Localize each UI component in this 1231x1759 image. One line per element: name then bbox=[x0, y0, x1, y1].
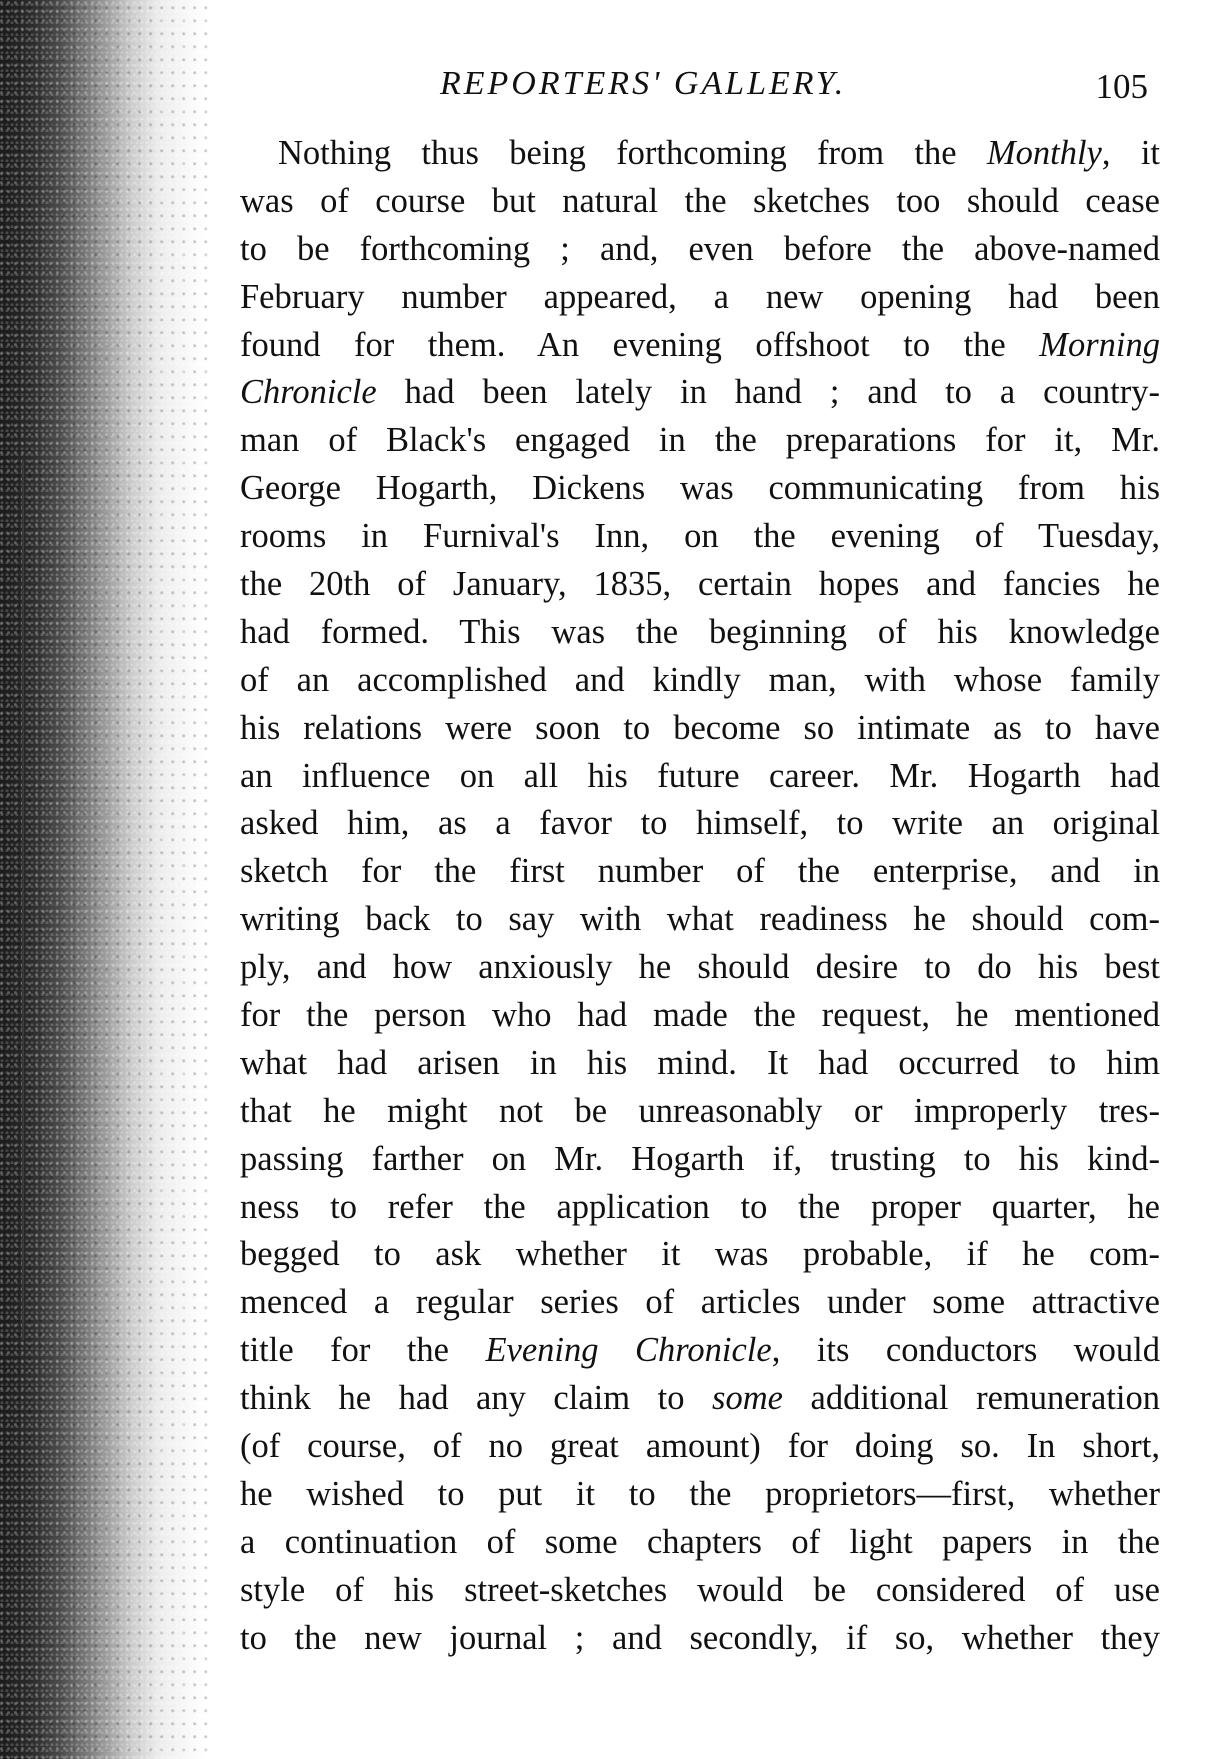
text-segment: Nothing thus being forthcoming from the bbox=[278, 134, 987, 172]
text-line bbox=[240, 944, 1160, 992]
text-segment: , it bbox=[1101, 134, 1160, 172]
text-line bbox=[240, 1327, 1160, 1375]
text-line bbox=[240, 896, 1160, 944]
text-line bbox=[240, 1136, 1160, 1184]
text-segment: title for the bbox=[240, 1331, 486, 1370]
text-line bbox=[240, 1184, 1160, 1232]
text-segment: , its conductors would bbox=[771, 1331, 1160, 1370]
text-segment: had been lately in hand ; and to a country- bbox=[376, 373, 1160, 412]
text-segment: man of Black's engaged in the preparations for it, Mr. bbox=[240, 421, 1160, 460]
text-segment: that he might not be unreasonably or improperly tres- bbox=[240, 1091, 1160, 1130]
text-line bbox=[240, 369, 1160, 417]
text-line bbox=[240, 417, 1160, 465]
italic-text: Evening Chronicle bbox=[485, 1331, 772, 1370]
text-segment: of an accomplished and kindly man, with whose family bbox=[240, 660, 1160, 699]
text-line bbox=[240, 513, 1160, 561]
text-segment: rooms in Furnival's Inn, on the evening of Tuesday, bbox=[240, 517, 1160, 556]
text-line bbox=[240, 992, 1160, 1040]
text-line bbox=[240, 1375, 1160, 1423]
text-segment: for the person who had made the request, he mentioned bbox=[240, 996, 1160, 1035]
text-line bbox=[240, 753, 1160, 801]
text-line bbox=[240, 657, 1160, 705]
text-segment: additional remuneration bbox=[782, 1379, 1160, 1418]
text-line bbox=[240, 561, 1160, 609]
text-line bbox=[240, 130, 1160, 178]
text-line bbox=[240, 705, 1160, 753]
text-line bbox=[240, 178, 1160, 226]
italic-text: some bbox=[712, 1379, 783, 1418]
text-line bbox=[240, 1615, 1160, 1663]
text-segment: George Hogarth, Dickens was communicating from his bbox=[240, 469, 1160, 508]
text-line bbox=[240, 274, 1160, 322]
text-line bbox=[240, 226, 1160, 274]
running-title: REPORTERS' GALLERY. bbox=[440, 65, 847, 102]
text-segment: a continuation of some chapters of light papers in the bbox=[240, 1522, 1160, 1561]
text-line bbox=[240, 800, 1160, 848]
text-segment: to the new journal ; and secondly, if so, whether they bbox=[240, 1618, 1160, 1657]
italic-text: Monthly bbox=[986, 134, 1102, 172]
text-segment: sketch for the first number of the enterprise, and in bbox=[240, 852, 1160, 891]
text-line bbox=[240, 1423, 1160, 1471]
text-segment: style of his street-sketches would be considered of use bbox=[240, 1570, 1160, 1609]
text-segment: an influence on all his future career. Mr. Hogarth had bbox=[240, 756, 1160, 795]
body-paragraph bbox=[240, 130, 1160, 1663]
text-segment: ply, and how anxiously he should desire to do his best bbox=[240, 948, 1160, 987]
text-segment: what had arisen in his mind. It had occurred to him bbox=[240, 1043, 1160, 1082]
text-segment: he wished to put it to the proprietors—first, whether bbox=[240, 1474, 1160, 1513]
text-line bbox=[240, 1567, 1160, 1615]
text-segment: think he had any claim to bbox=[240, 1379, 713, 1418]
text-line bbox=[240, 1088, 1160, 1136]
text-segment: was of course but natural the sketches too should cease bbox=[240, 181, 1160, 220]
text-segment: ness to refer the application to the proper quarter, he bbox=[240, 1187, 1160, 1226]
text-line bbox=[240, 322, 1160, 370]
text-line bbox=[240, 1231, 1160, 1279]
text-segment: to be forthcoming ; and, even before the above-named bbox=[240, 229, 1160, 268]
text-line bbox=[240, 1040, 1160, 1088]
text-segment: February number appeared, a new opening had been bbox=[240, 277, 1160, 316]
text-line bbox=[240, 1471, 1160, 1519]
gutter-fold-line bbox=[22, 460, 24, 1340]
text-line bbox=[240, 1279, 1160, 1327]
spine-speckle-texture bbox=[0, 0, 210, 1759]
text-segment: (of course, of no great amount) for doing so. In short, bbox=[240, 1427, 1160, 1466]
italic-text: Morning bbox=[1039, 325, 1160, 364]
page-header bbox=[240, 55, 1160, 115]
text-segment: begged to ask whether it was probable, if he com- bbox=[240, 1235, 1160, 1274]
text-segment: asked him, as a favor to himself, to write an original bbox=[240, 804, 1160, 843]
text-segment: had formed. This was the beginning of his knowledge bbox=[240, 612, 1160, 651]
text-segment: the 20th of January, 1835, certain hopes and fancies he bbox=[240, 565, 1160, 604]
text-line bbox=[240, 1519, 1160, 1567]
text-segment: menced a regular series of articles under some attractive bbox=[240, 1283, 1160, 1322]
text-line bbox=[240, 609, 1160, 657]
italic-text: Chronicle bbox=[240, 373, 377, 412]
text-line bbox=[240, 465, 1160, 513]
text-segment: passing farther on Mr. Hogarth if, trusting to his kind- bbox=[240, 1139, 1160, 1178]
text-segment: found for them. An evening offshoot to the bbox=[240, 325, 1040, 364]
text-segment: his relations were soon to become so intimate as to have bbox=[240, 708, 1160, 747]
page-number: 105 bbox=[1095, 67, 1148, 106]
text-segment: writing back to say with what readiness he should com- bbox=[240, 900, 1160, 939]
text-line bbox=[240, 848, 1160, 896]
